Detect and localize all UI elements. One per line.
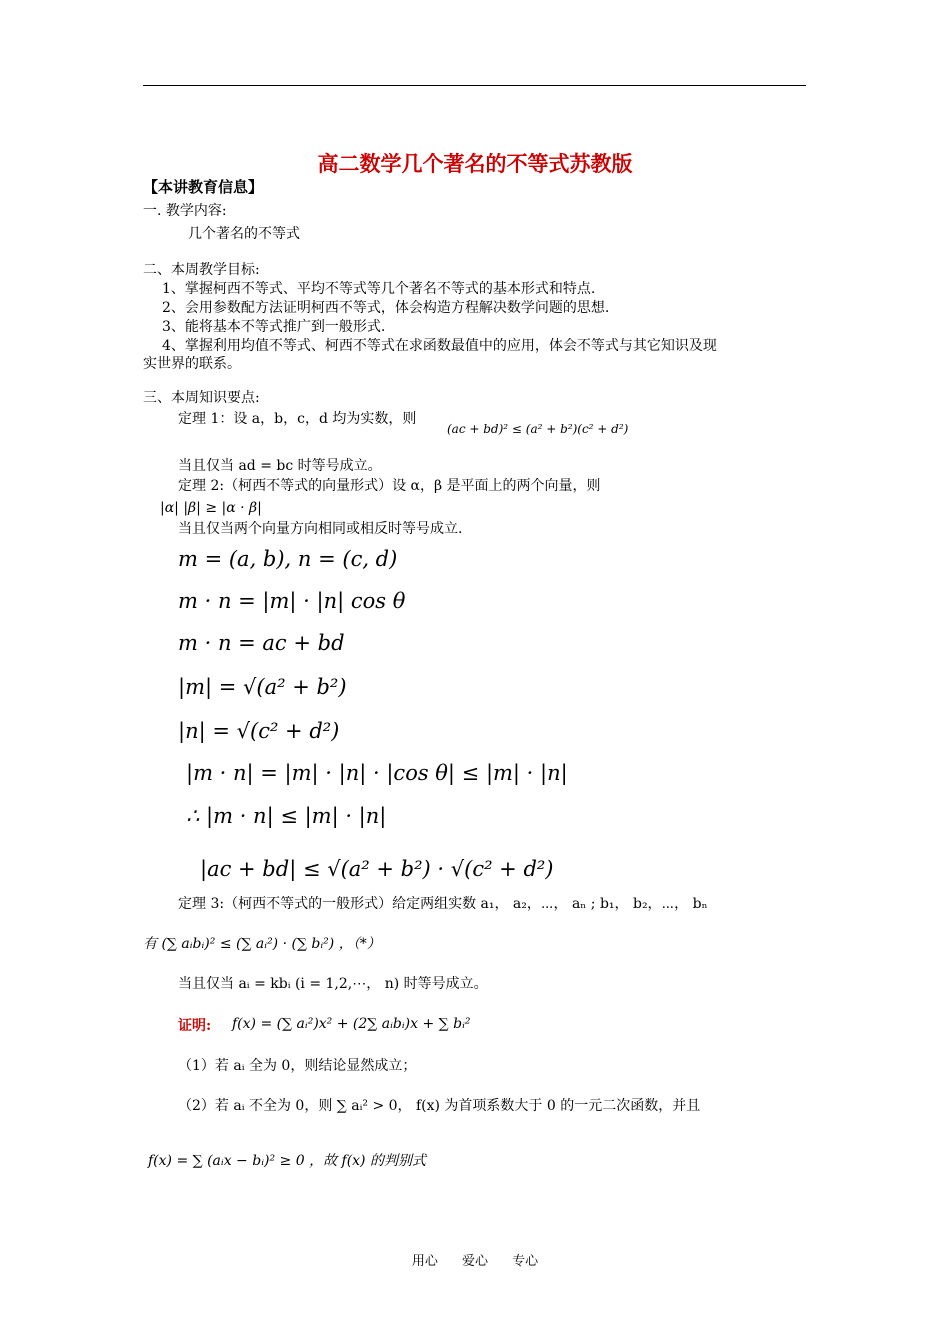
section1-heading: 一. 教学内容: — [143, 203, 227, 219]
objective-item: 1、掌握柯西不等式、平均不等式等几个著名不等式的基本形式和特点. — [162, 281, 596, 297]
proof-label: 证明: — [178, 1018, 212, 1034]
header-rule — [143, 85, 806, 86]
proof-case2-cont: f(x) = ∑ (aᵢx − bᵢ)² ≥ 0 ，故 f(x) 的判别式 — [148, 1153, 426, 1169]
footer — [0, 1250, 950, 1269]
derivation-line: ∴ |m · n| ≤ |m| · |n| — [186, 804, 387, 828]
proof-case2: （2）若 aᵢ 不全为 0，则 ∑ aᵢ² > 0， f(x) 为首项系数大于 0 的一元二次函数，并且 — [178, 1098, 701, 1114]
theorem1-formula: (ac + bd)² ≤ (a² + b²)(c² + d²) — [447, 422, 629, 436]
objective-item: 2、会用参数配方法证明柯西不等式，体会构造方程解决数学问题的思想. — [162, 300, 610, 316]
theorem3-formula: 有 (∑ aᵢbᵢ)² ≤ (∑ aᵢ²) · (∑ bᵢ²) ，（*） — [143, 936, 381, 952]
section3-heading: 三、本周知识要点: — [143, 390, 260, 406]
objective-item: 4、掌握利用均值不等式、柯西不等式在求函数最值中的应用，体会不等式与其它知识及现 — [162, 338, 717, 354]
theorem2-equality: 当且仅当两个向量方向相同或相反时等号成立. — [178, 521, 463, 537]
objective-item: 实世界的联系。 — [143, 356, 241, 372]
theorem1-text: 定理 1：设 a，b，c，d 均为实数，则 — [178, 411, 417, 427]
derivation-line: |m · n| = |m| · |n| · |cos θ| ≤ |m| · |n| — [186, 761, 568, 785]
section2-heading: 二、本周教学目标: — [143, 262, 260, 278]
proof-formula: f(x) = (∑ aᵢ²)x² + (2∑ aᵢbᵢ)x + ∑ bᵢ² — [232, 1016, 471, 1032]
section1-content: 几个著名的不等式 — [188, 226, 300, 242]
theorem1-equality: 当且仅当 ad = bc 时等号成立。 — [178, 458, 382, 474]
footer-text: 爱心 — [461, 1254, 488, 1269]
derivation-line: m · n = ac + bd — [178, 631, 345, 655]
footer-text: 用心 — [411, 1254, 438, 1269]
info-header: 【本讲教育信息】 — [143, 178, 264, 196]
footer-text: 专心 — [512, 1254, 539, 1269]
theorem3-equality: 当且仅当 aᵢ = kbᵢ (i = 1,2,⋯， n) 时等号成立。 — [178, 976, 488, 992]
theorem2-text: 定理 2:（柯西不等式的向量形式）设 α，β 是平面上的两个向量，则 — [178, 478, 601, 494]
derivation-line: |m| = √(a² + b²) — [178, 675, 347, 699]
derivation-line: |ac + bd| ≤ √(a² + b²) · √(c² + d²) — [200, 857, 554, 881]
objective-item: 3、能将基本不等式推广到一般形式. — [162, 319, 386, 335]
theorem3-text: 定理 3:（柯西不等式的一般形式）给定两组实数 a₁， a₂，⋯， aₙ ; b₁， b₂，⋯， bₙ — [178, 896, 708, 912]
document-title: 高二数学几个著名的不等式苏教版 — [317, 152, 633, 176]
proof-case1: （1）若 aᵢ 全为 0，则结论显然成立； — [178, 1058, 417, 1074]
theorem2-formula: |α| |β| ≥ |α · β| — [160, 500, 262, 516]
derivation-line: |n| = √(c² + d²) — [178, 719, 340, 743]
derivation-line: m · n = |m| · |n| cos θ — [178, 589, 406, 613]
derivation-line: m = (a, b), n = (c, d) — [178, 547, 398, 571]
